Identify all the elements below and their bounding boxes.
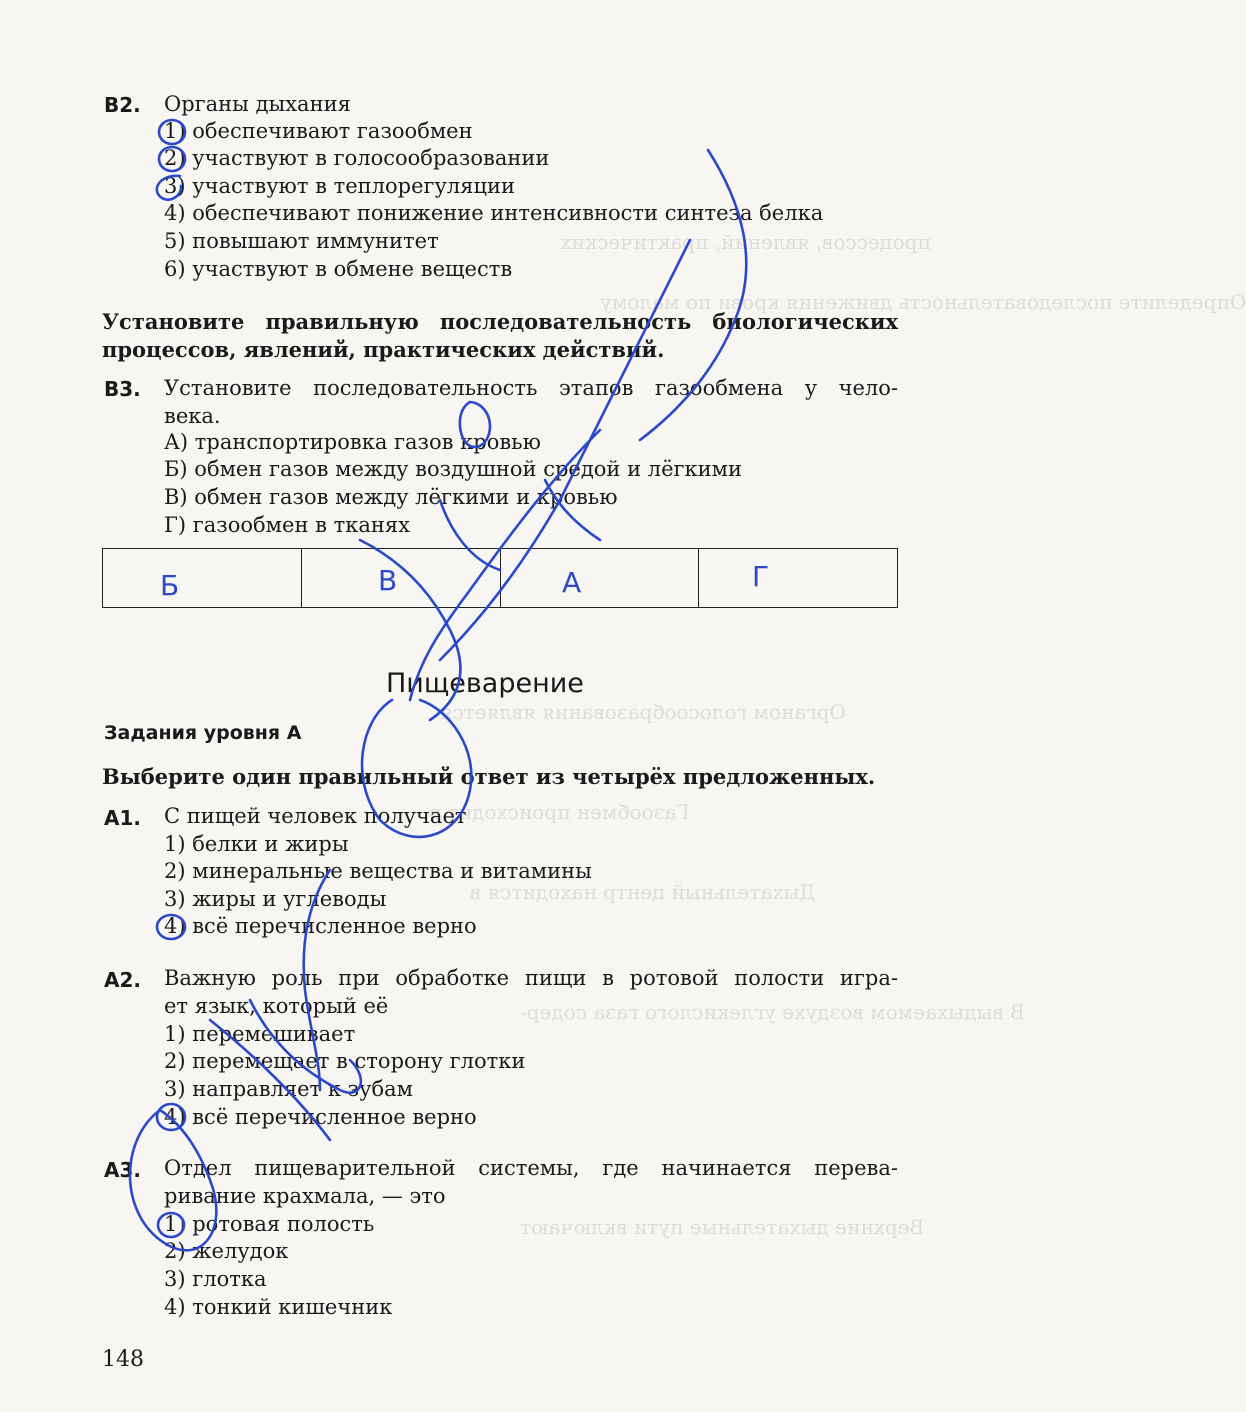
a2-option-3: 3) направляет к зубам: [164, 1077, 413, 1101]
question-text-a1: С пищей человек получает: [164, 804, 467, 828]
question-number-a3: А3.: [104, 1158, 141, 1182]
question-text-b3-line1: Установите последовательность этапов газообмена у чело-: [164, 376, 898, 400]
a1-option-2: 2) минеральные вещества и витамины: [164, 859, 592, 883]
b2-option-6: 6) участвуют в обмене веществ: [164, 257, 513, 281]
pen-scribble: [410, 430, 600, 700]
a2-option-2: 2) перемещает в сторону глотки: [164, 1049, 526, 1073]
a2-option-1: 1) перемешивает: [164, 1022, 356, 1046]
a3-option-3: 3) глотка: [164, 1267, 267, 1291]
a3-option-2: 2) желудок: [164, 1239, 289, 1263]
a1-option-4: 4) всё перечисленное верно: [164, 914, 477, 938]
b3-option-b: Б) обмен газов между воздушной средой и лёгкими: [164, 457, 742, 481]
page-number: 148: [102, 1347, 144, 1372]
a3-option-4: 4) тонкий кишечник: [164, 1295, 393, 1319]
level-a-heading: Задания уровня А: [104, 722, 302, 744]
answer-cell-2-text: В: [378, 564, 398, 597]
a1-option-1: 1) белки и жиры: [164, 832, 349, 856]
question-text-b3-line2: века.: [164, 404, 221, 428]
b2-option-2: 2) участвуют в голосообразовании: [164, 146, 550, 170]
b2-option-4: 4) обеспечивают понижение интенсивности синтеза белка: [164, 201, 824, 225]
b2-option-3: 3) участвуют в теплорегуляции: [164, 174, 515, 198]
pen-circle-b2-1: [159, 120, 185, 144]
a3-option-1: 1) ротовая полость: [164, 1212, 375, 1236]
question-text-a2-line1: Важную роль при обработке пищи в ротовой полости игра-: [164, 966, 898, 990]
b3-option-v: В) обмен газов между лёгкими и кровью: [164, 485, 618, 509]
answer-cell-3-text: А: [562, 566, 582, 599]
instruction-sequence-line1: Установите правильную последовательность биологических: [102, 309, 898, 334]
question-title-b2: Органы дыхания: [164, 92, 351, 116]
b2-option-5: 5) повышают иммунитет: [164, 229, 439, 253]
question-number-b3: В3.: [104, 377, 141, 401]
question-text-a3-line2: ривание крахмала, — это: [164, 1184, 446, 1208]
pen-circle-b2-3: [157, 176, 181, 200]
instruction-sequence-line2: процессов, явлений, практических действий.: [102, 337, 665, 362]
a1-option-3: 3) жиры и углеводы: [164, 887, 387, 911]
pen-scribble: [360, 540, 460, 720]
answer-cell-4-text: Г: [752, 560, 770, 593]
question-number-a1: А1.: [104, 806, 141, 830]
a2-option-4: 4) всё перечисленное верно: [164, 1105, 477, 1129]
instruction-choose-one: Выберите один правильный ответ из четырёх предложенных.: [102, 764, 876, 789]
pen-scribble: [640, 150, 746, 440]
pen-circle-a3-1: [158, 1213, 184, 1237]
question-number-a2: А2.: [104, 968, 141, 992]
b3-option-g: Г) газообмен в тканях: [164, 513, 410, 537]
pen-scribble: [250, 1000, 361, 1093]
question-text-a2-line2: ет язык, который её: [164, 994, 389, 1018]
pen-circle-b2-2: [159, 147, 185, 171]
section-title: Пищеварение: [386, 668, 584, 699]
b2-option-1: 1) обеспечивают газообмен: [164, 119, 473, 143]
b3-option-a: А) транспортировка газов кровью: [164, 430, 541, 454]
question-text-a3-line1: Отдел пищеварительной системы, где начинается перева-: [164, 1156, 898, 1180]
pen-scribble: [460, 402, 490, 447]
question-number-b2: В2.: [104, 93, 141, 117]
answer-cell-1-text: Б: [160, 569, 180, 602]
pen-circle-a1-4: [157, 915, 185, 939]
pen-scribble: [362, 700, 471, 837]
pen-scribble: [304, 870, 330, 1090]
